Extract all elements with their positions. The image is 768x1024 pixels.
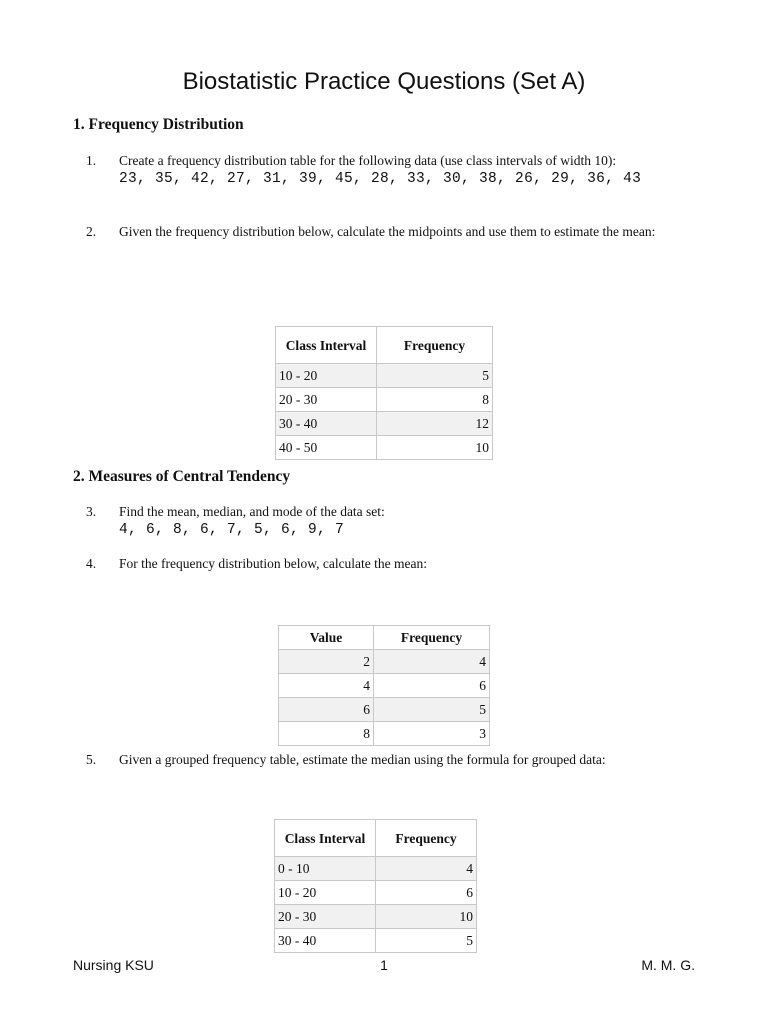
question-3-data: 4, 6, 8, 6, 7, 5, 6, 9, 7 [119, 522, 345, 538]
table-cell: 5 [377, 364, 493, 388]
page-title: Biostatistic Practice Questions (Set A) [182, 68, 586, 95]
footer-right: M. M. G. [641, 957, 695, 973]
question-4-text: For the frequency distribution below, calculate the mean: [119, 556, 428, 571]
table-cell: 4 [279, 674, 374, 698]
question-2-text: Given the frequency distribution below, calculate the midpoints and use them to estimate the mean: [119, 224, 656, 239]
table-header: Value [279, 626, 374, 650]
question-2-number: 2. [86, 224, 97, 239]
table-cell: 20 - 30 [276, 388, 377, 412]
table-cell: 10 [376, 905, 477, 929]
table-cell: 6 [279, 698, 374, 722]
table-cell: 2 [279, 650, 374, 674]
question-3-number: 3. [86, 504, 97, 519]
question-3-text: Find the mean, median, and mode of the data set: [119, 504, 385, 519]
table-row [279, 650, 490, 674]
section-heading-frequency-distribution: 1. Frequency Distribution [73, 116, 244, 133]
table-row [275, 881, 477, 905]
question-1-text: Create a frequency distribution table for the following data (use class intervals of width 10): [119, 153, 617, 168]
table-cell: 30 - 40 [275, 929, 376, 953]
question-5-text: Given a grouped frequency table, estimate the median using the formula for grouped data: [119, 752, 606, 767]
table-header: Class Interval [276, 327, 377, 364]
table-cell: 5 [374, 698, 490, 722]
question-4-number: 4. [86, 556, 97, 571]
table-cell: 30 - 40 [276, 412, 377, 436]
table-header: Frequency [377, 327, 493, 364]
table-row [279, 698, 490, 722]
table-cell: 3 [374, 722, 490, 746]
frequency-table-2 [278, 625, 490, 746]
footer-page-number: 1 [380, 957, 388, 973]
table-cell: 20 - 30 [275, 905, 376, 929]
table-cell: 5 [376, 929, 477, 953]
table-row [275, 905, 477, 929]
table-row [276, 412, 493, 436]
table-header: Frequency [374, 626, 490, 650]
table-row [275, 857, 477, 881]
question-5-number: 5. [86, 752, 97, 767]
table-cell: 40 - 50 [276, 436, 377, 460]
table-header: Frequency [376, 820, 477, 857]
footer-left: Nursing KSU [73, 957, 154, 973]
question-1-data: 23, 35, 42, 27, 31, 39, 45, 28, 33, 30, 38, 26, 29, 36, 43 [119, 171, 642, 187]
table-cell: 8 [279, 722, 374, 746]
table-row [276, 388, 493, 412]
section-heading-central-tendency: 2. Measures of Central Tendency [73, 468, 291, 485]
table-cell: 10 - 20 [275, 881, 376, 905]
question-1-number: 1. [86, 153, 97, 168]
table-cell: 10 - 20 [276, 364, 377, 388]
table-cell: 10 [377, 436, 493, 460]
table-cell: 6 [374, 674, 490, 698]
table-cell: 4 [376, 857, 477, 881]
table-header: Class Interval [275, 820, 376, 857]
table-row [279, 722, 490, 746]
table-cell: 4 [374, 650, 490, 674]
table-cell: 6 [376, 881, 477, 905]
table-row [275, 929, 477, 953]
table-row [279, 674, 490, 698]
frequency-table-3 [274, 819, 477, 953]
table-row [276, 364, 493, 388]
table-cell: 0 - 10 [275, 857, 376, 881]
frequency-table-1 [275, 326, 493, 460]
table-row [276, 436, 493, 460]
table-cell: 8 [377, 388, 493, 412]
table-cell: 12 [377, 412, 493, 436]
